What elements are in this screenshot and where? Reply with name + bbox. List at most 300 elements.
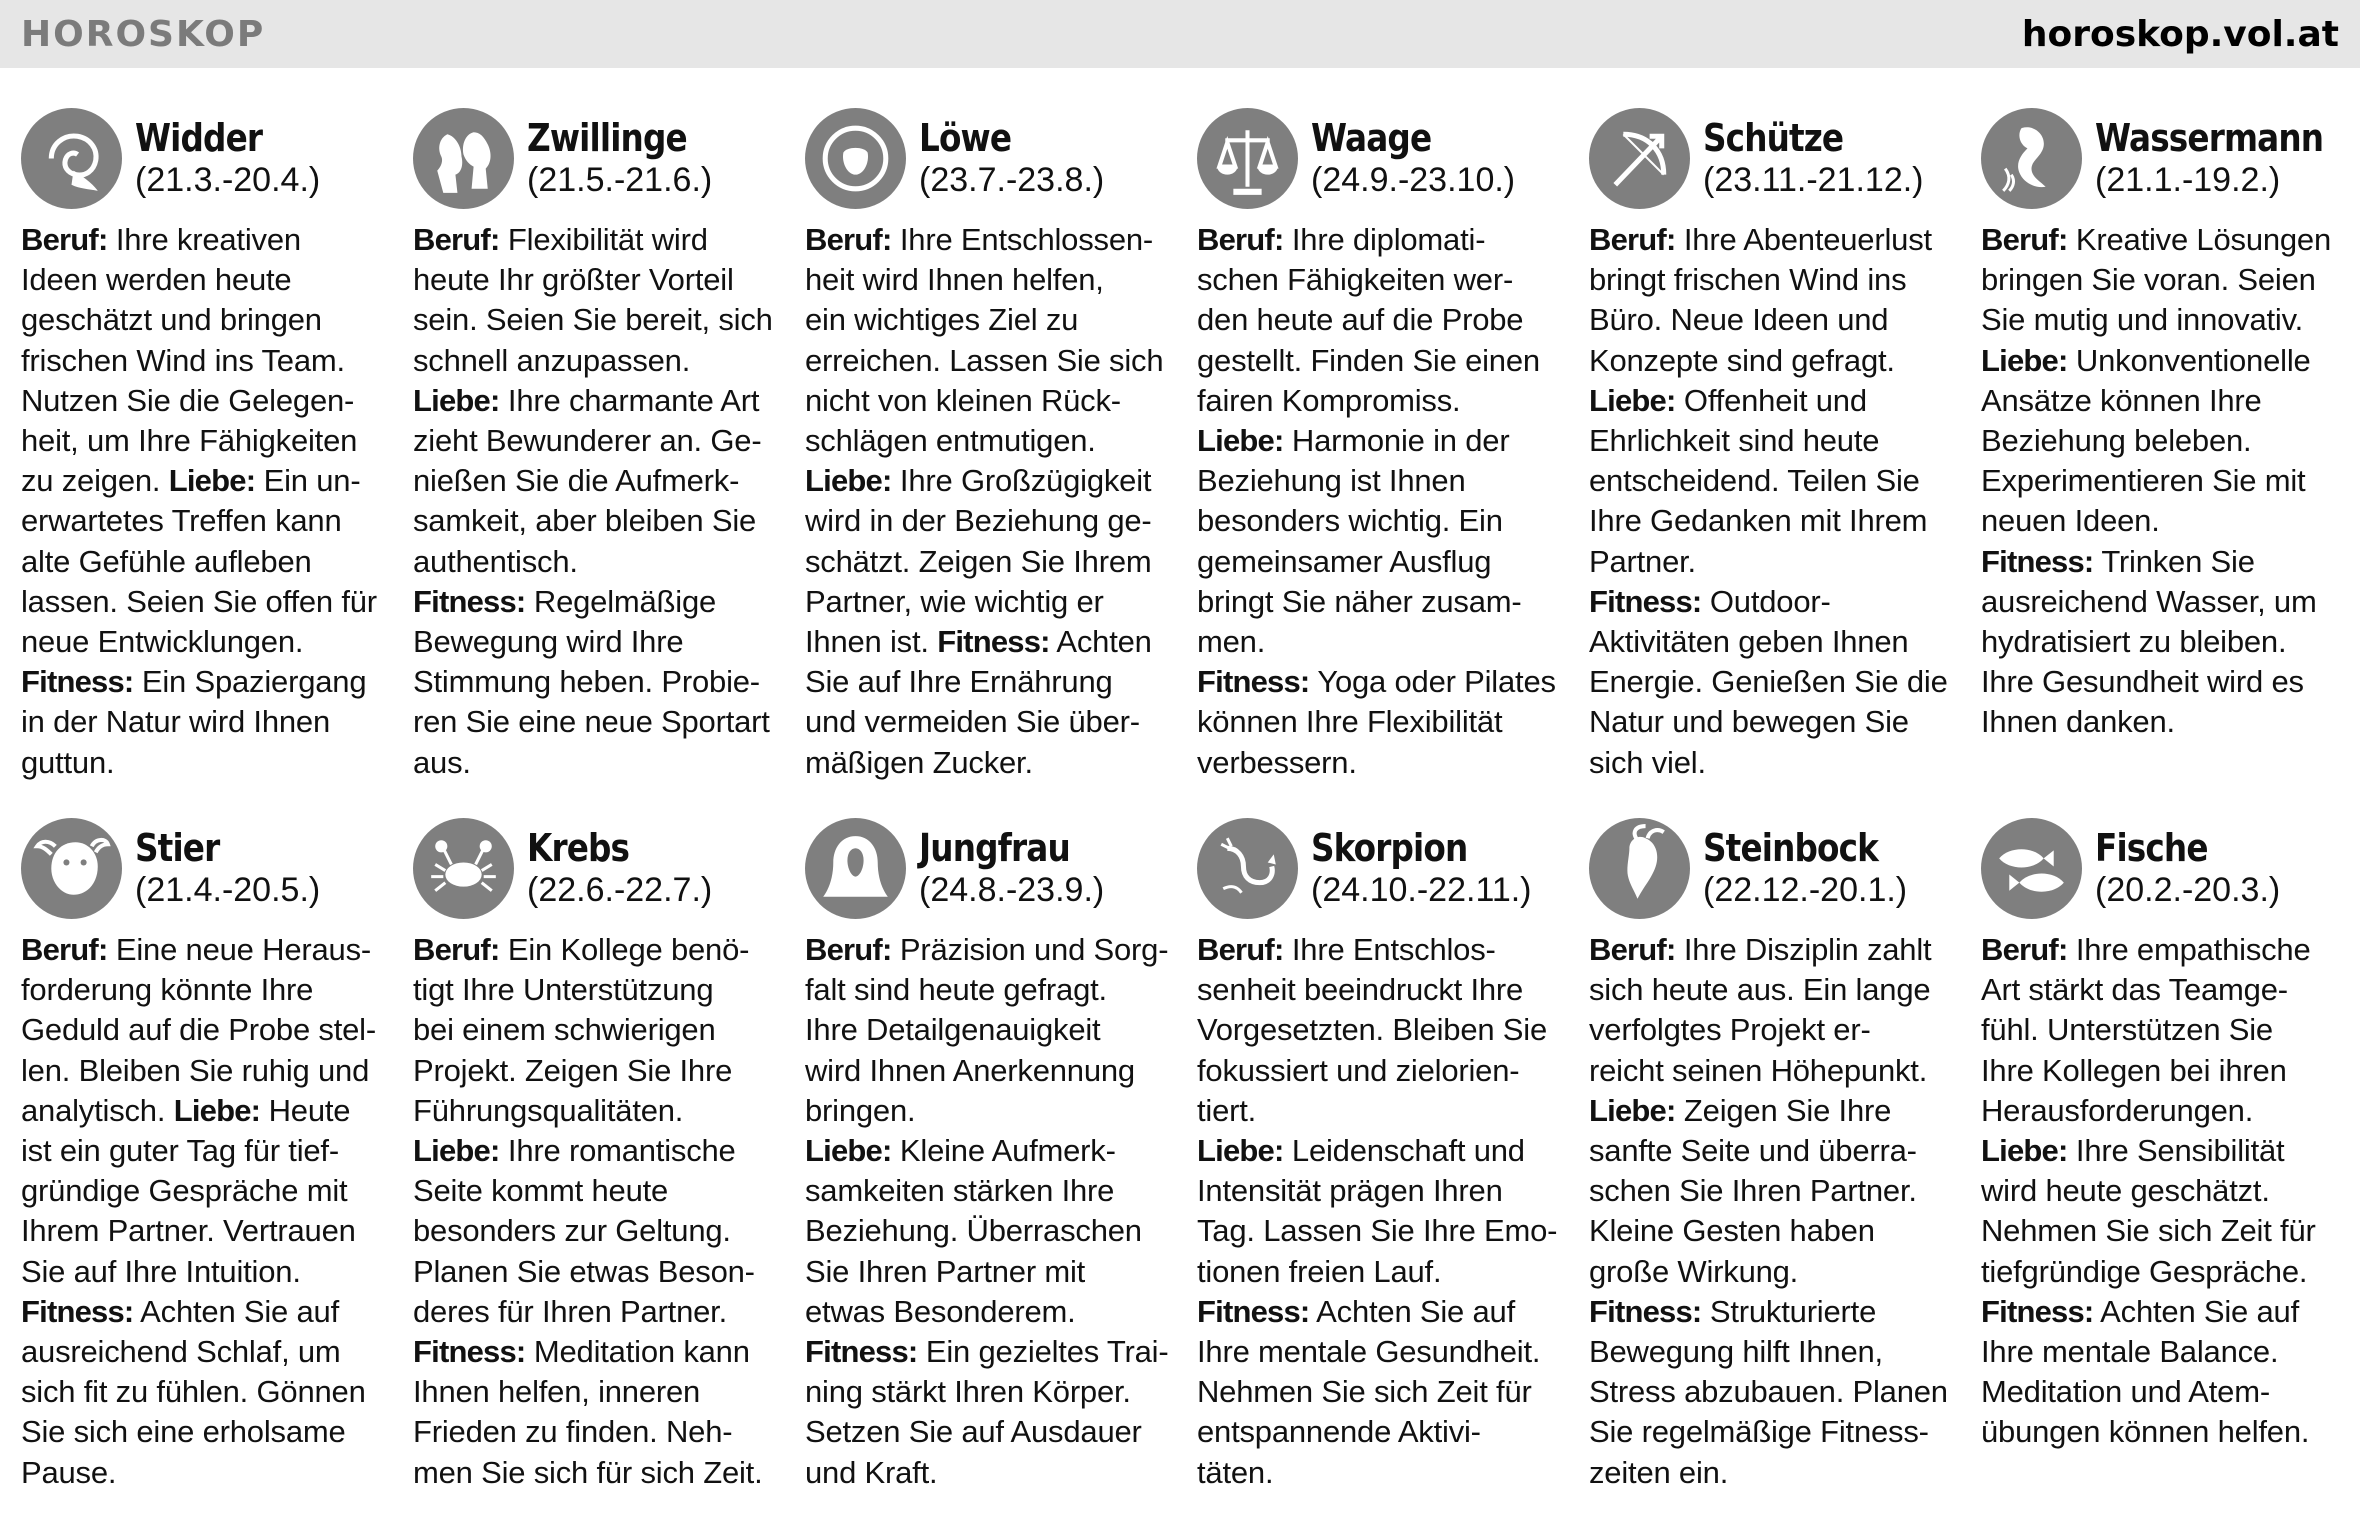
text-segment: falt sind heute gefragt. (805, 972, 1107, 1008)
sign-text (1589, 220, 1953, 783)
sign-zwillinge (413, 108, 805, 818)
text-segment: Achten Sie auf (2093, 1293, 2300, 1329)
text-line (1589, 1010, 1953, 1050)
text-line (413, 501, 777, 541)
text-line (21, 220, 385, 260)
text-line (413, 542, 777, 582)
text-segment: Meditation und Atem- (1981, 1374, 2270, 1410)
text-segment: fairen Kompromiss. (1197, 382, 1461, 418)
text-line (1197, 1131, 1561, 1171)
sign-titles (919, 826, 1104, 910)
text-segment: Ihre Abenteuerlust (1675, 222, 1932, 257)
sign-name: Widder (135, 116, 263, 160)
text-segment: Ihre Entschlos- (1283, 932, 1496, 967)
sign-text (413, 930, 777, 1493)
text-segment: Ihre Gesundheit wird es (1981, 664, 2304, 700)
text-line (21, 930, 385, 970)
sign-text (21, 220, 385, 783)
text-line (1589, 1372, 1953, 1412)
text-line (1981, 1292, 2345, 1332)
text-segment: tiert. (1197, 1092, 1257, 1128)
text-line (1197, 341, 1561, 381)
text-segment: nicht von kleinen Rück- (805, 382, 1121, 418)
text-segment: sanfte Seite und überra- (1589, 1133, 1917, 1169)
text-segment: übungen können helfen. (1981, 1414, 2310, 1450)
sign-titles (135, 116, 320, 200)
text-segment: ning stärkt Ihren Körper. (805, 1374, 1131, 1410)
category-label: Beruf: (1197, 222, 1284, 257)
text-segment: mäßigen Zucker. (805, 744, 1033, 780)
category-label: Fitness: (413, 1334, 526, 1370)
text-segment: bringt frischen Wind ins (1589, 262, 1907, 298)
text-line (413, 622, 777, 662)
text-segment: Ansätze können Ihre (1981, 382, 2262, 418)
text-segment: Ihrem Partner. Vertrauen (21, 1213, 356, 1249)
text-segment: Sie Ihren Partner mit (805, 1253, 1086, 1289)
text-line (413, 1171, 777, 1211)
sign-dates: (23.7.-23.8.) (919, 161, 1105, 199)
text-line (805, 970, 1169, 1010)
text-line (1589, 662, 1953, 702)
text-line (1981, 930, 2345, 970)
text-segment: guttun. (21, 744, 115, 780)
text-segment: sich viel. (1589, 744, 1706, 780)
category-label: Beruf: (21, 222, 108, 257)
text-segment: Sie auf Ihre Ernährung (805, 664, 1113, 700)
category-label: Fitness: (1981, 543, 2094, 579)
sign-titles (1311, 116, 1515, 200)
text-segment: sich fit zu fühlen. Gönnen (21, 1374, 366, 1410)
text-segment: Art stärkt das Teamge- (1981, 972, 2288, 1008)
text-segment: Ideen werden heute (21, 262, 292, 298)
text-segment: neue Entwicklungen. (21, 624, 304, 660)
text-segment: gestellt. Finden Sie einen (1197, 342, 1540, 378)
text-line (21, 461, 385, 501)
text-line (805, 300, 1169, 340)
sign-name: Waage (1311, 116, 1432, 160)
text-segment: Achten Sie auf (1309, 1293, 1516, 1329)
text-line (1197, 743, 1561, 783)
text-line (1981, 260, 2345, 300)
text-line (1981, 1372, 2345, 1412)
category-label: Beruf: (805, 932, 892, 967)
text-segment: alte Gefühle aufleben (21, 543, 312, 579)
text-line (1589, 1091, 1953, 1131)
sign-l-we (805, 108, 1197, 818)
text-segment: zu zeigen. (21, 463, 169, 499)
text-line (805, 1412, 1169, 1452)
text-segment: Leidenschaft und (1283, 1133, 1525, 1169)
text-line (1981, 1051, 2345, 1091)
text-line (1981, 1332, 2345, 1372)
text-line (21, 1131, 385, 1171)
text-segment: schen Sie Ihren Partner. (1589, 1173, 1917, 1209)
text-line (805, 1332, 1169, 1372)
sign-header (1589, 108, 1953, 220)
text-segment: Meditation kann (525, 1334, 750, 1370)
category-label: Liebe: (805, 463, 892, 499)
ram-icon (21, 108, 122, 209)
text-line (413, 1211, 777, 1251)
text-line (1197, 1010, 1561, 1050)
text-line (21, 1051, 385, 1091)
text-line (1981, 1252, 2345, 1292)
text-line (1197, 461, 1561, 501)
sign-text (1197, 930, 1561, 1493)
text-line (1197, 970, 1561, 1010)
text-segment: Ihre Detailgenauigkeit (805, 1012, 1101, 1048)
text-segment: bringen Sie voran. Seien (1981, 262, 2316, 298)
text-segment: Sie sich eine erholsame (21, 1414, 346, 1450)
text-line (413, 260, 777, 300)
text-line (413, 1010, 777, 1050)
text-segment: heute Ihr größter Vorteil (413, 262, 734, 298)
sign-dates: (22.6.-22.7.) (527, 871, 713, 909)
text-segment: Heute (260, 1092, 351, 1128)
text-segment: Ein gezieltes Trai- (917, 1334, 1169, 1370)
text-segment: zieht Bewunderer an. Ge- (413, 423, 762, 459)
sign-widder (21, 108, 413, 818)
scales-icon (1197, 108, 1298, 209)
text-segment: Bewegung wird Ihre (413, 624, 684, 660)
text-segment: ein wichtiges Ziel zu (805, 302, 1079, 338)
text-segment: neuen Ideen. (1981, 503, 2160, 539)
text-segment: Yoga oder Pilates (1309, 664, 1556, 700)
text-segment: schlägen entmutigen. (805, 423, 1096, 459)
sign-name: Steinbock (1703, 826, 1879, 870)
text-line (21, 970, 385, 1010)
text-segment: Ihnen helfen, inneren (413, 1374, 701, 1410)
text-line (805, 341, 1169, 381)
text-segment: Sie mutig und innovativ. (1981, 302, 2304, 338)
text-line (805, 542, 1169, 582)
text-line (413, 461, 777, 501)
text-segment: Setzen Sie auf Ausdauer (805, 1414, 1142, 1450)
text-line (1981, 970, 2345, 1010)
text-segment: Aktivitäten geben Ihnen (1589, 624, 1909, 660)
text-segment: Ihre empathische (2067, 932, 2311, 967)
text-line (413, 300, 777, 340)
text-line (805, 743, 1169, 783)
sign-text (413, 220, 777, 783)
text-segment: Führungsqualitäten. (413, 1092, 684, 1128)
text-line (805, 381, 1169, 421)
sign-jungfrau (805, 818, 1197, 1533)
text-line (1197, 1332, 1561, 1372)
sign-text (805, 220, 1169, 783)
text-segment: Ihre romantische (499, 1133, 736, 1169)
text-segment: und Kraft. (805, 1454, 938, 1490)
text-line (1589, 930, 1953, 970)
sign-dates: (20.2.-20.3.) (2095, 871, 2281, 909)
text-segment: Sie auf Ihre Intuition. (21, 1253, 301, 1289)
text-line (1589, 260, 1953, 300)
text-line (805, 702, 1169, 742)
text-segment: Ihre Kollegen bei ihren (1981, 1052, 2287, 1088)
text-line (805, 662, 1169, 702)
text-segment: Ein Spaziergang (133, 664, 367, 700)
sign-name: Zwillinge (527, 116, 687, 160)
text-line (805, 1171, 1169, 1211)
text-segment: heit, um Ihre Fähigkeiten (21, 423, 358, 459)
text-segment: sich heute aus. Ein lange (1589, 972, 1931, 1008)
text-line (21, 1252, 385, 1292)
text-line (1981, 1211, 2345, 1251)
text-line (413, 1292, 777, 1332)
sign-titles (919, 116, 1104, 200)
text-segment: Eine neue Heraus- (107, 932, 371, 967)
text-segment: Strukturierte (1701, 1293, 1877, 1329)
text-line (805, 220, 1169, 260)
text-line (1589, 1292, 1953, 1332)
text-segment: Zeigen Sie Ihre (1675, 1092, 1892, 1128)
sign-header (805, 818, 1169, 930)
text-line (1589, 1131, 1953, 1171)
category-label: Liebe: (1981, 342, 2068, 378)
text-line (1589, 702, 1953, 742)
text-segment: Herausforderungen. (1981, 1092, 2254, 1128)
text-line (1589, 1211, 1953, 1251)
text-segment: Nehmen Sie sich Zeit für (1197, 1374, 1532, 1410)
sign-text (1981, 930, 2345, 1453)
text-segment: Ihre mentale Gesundheit. (1197, 1334, 1541, 1370)
category-label: Beruf: (1981, 932, 2068, 967)
text-line (21, 300, 385, 340)
text-segment: Beziehung. Überraschen (805, 1213, 1142, 1249)
sign-krebs (413, 818, 805, 1533)
text-line (805, 461, 1169, 501)
text-line (1981, 1091, 2345, 1131)
text-segment: Ihre diplomati- (1283, 222, 1486, 257)
text-line (1197, 1171, 1561, 1211)
text-segment: den heute auf die Probe (1197, 302, 1524, 338)
text-segment: zeiten ein. (1589, 1454, 1729, 1490)
text-segment: geschätzt und bringen (21, 302, 322, 338)
text-line (1197, 1412, 1561, 1452)
category-label: Fitness: (805, 1334, 918, 1370)
text-segment: deres für Ihren Partner. (413, 1293, 727, 1329)
text-line (805, 421, 1169, 461)
text-segment: hydratisiert zu bleiben. (1981, 624, 2287, 660)
text-segment: Kreative Lösungen (2067, 222, 2332, 257)
text-line (1589, 622, 1953, 662)
text-segment: authentisch. (413, 543, 578, 579)
text-segment: Ihnen ist. (805, 624, 938, 660)
text-line (1197, 1372, 1561, 1412)
sign-titles (527, 826, 712, 910)
text-line (805, 260, 1169, 300)
text-line (1589, 582, 1953, 622)
text-line (21, 582, 385, 622)
text-segment: ist ein guter Tag für tief- (21, 1133, 339, 1169)
sign-header (1981, 818, 2345, 930)
text-segment: tigt Ihre Unterstützung (413, 972, 714, 1008)
category-label: Liebe: (1589, 1092, 1676, 1128)
text-line (413, 1252, 777, 1292)
text-line (1589, 300, 1953, 340)
text-line (805, 501, 1169, 541)
text-segment: Tag. Lassen Sie Ihre Emo- (1197, 1213, 1558, 1249)
text-segment: Ihre charmante Art (499, 382, 760, 418)
text-line (1589, 1332, 1953, 1372)
text-segment: gründige Gespräche mit (21, 1173, 348, 1209)
text-line (1589, 743, 1953, 783)
text-line (1981, 662, 2345, 702)
text-segment: Partner. (1589, 543, 1696, 579)
text-segment: Ihre Sensibilität (2067, 1133, 2285, 1169)
sign-dates: (21.1.-19.2.) (2095, 161, 2281, 199)
text-segment: Achten Sie auf (133, 1293, 340, 1329)
text-line (1197, 1292, 1561, 1332)
text-line (1981, 1131, 2345, 1171)
sign-name: Stier (135, 826, 220, 870)
text-line (1197, 1051, 1561, 1091)
text-line (1981, 542, 2345, 582)
sign-sch-tze (1589, 108, 1981, 818)
text-line (21, 1372, 385, 1412)
category-label: Fitness: (1197, 1293, 1310, 1329)
text-line (413, 1372, 777, 1412)
category-label: Beruf: (1589, 932, 1676, 967)
text-line (1197, 260, 1561, 300)
text-line (1981, 341, 2345, 381)
text-segment: in der Natur wird Ihnen (21, 704, 331, 740)
text-segment: täten. (1197, 1454, 1274, 1490)
text-line (1981, 622, 2345, 662)
website-link[interactable]: horoskop.vol.at (2021, 13, 2339, 55)
category-label: Fitness: (1589, 583, 1702, 619)
text-segment: Offenheit und (1675, 382, 1867, 418)
text-segment: entspannende Aktivi- (1197, 1414, 1481, 1450)
text-segment: bringen. (805, 1092, 916, 1128)
category-label: Fitness: (413, 583, 526, 619)
sign-titles (135, 826, 320, 910)
archer-icon (1589, 108, 1690, 209)
twins-icon (413, 108, 514, 209)
lion-icon (805, 108, 906, 209)
sign-dates: (24.9.-23.10.) (1311, 161, 1516, 199)
text-line (805, 930, 1169, 970)
sign-dates: (21.5.-21.6.) (527, 161, 713, 199)
sign-dates: (23.11.-21.12.) (1703, 161, 1924, 199)
text-line (1589, 542, 1953, 582)
text-segment: entscheidend. Teilen Sie (1589, 463, 1920, 499)
text-line (1981, 220, 2345, 260)
text-line (21, 1453, 385, 1493)
text-line (413, 1051, 777, 1091)
text-segment: samkeit, aber bleiben Sie (413, 503, 757, 539)
text-segment: besonders zur Geltung. (413, 1213, 731, 1249)
sign-header (413, 108, 777, 220)
text-segment: wird Ihnen Anerkennung (805, 1052, 1135, 1088)
text-line (413, 930, 777, 970)
text-line (413, 341, 777, 381)
text-segment: fokussiert und zielorien- (1197, 1052, 1520, 1088)
text-segment: Trinken Sie (2093, 543, 2255, 579)
text-segment: Kleine Aufmerk- (891, 1133, 1116, 1169)
category-label: Liebe: (1981, 1133, 2068, 1169)
text-line (1981, 1010, 2345, 1050)
text-segment: erreichen. Lassen Sie sich (805, 342, 1164, 378)
sign-name: Skorpion (1311, 826, 1468, 870)
text-segment: Achten (1049, 624, 1152, 660)
text-segment: sein. Seien Sie bereit, sich (413, 302, 773, 338)
sign-text (1197, 220, 1561, 783)
text-segment: Bewegung hilft Ihnen, (1589, 1334, 1883, 1370)
sign-header (21, 108, 385, 220)
text-line (413, 1131, 777, 1171)
sign-text (21, 930, 385, 1493)
text-line (21, 1292, 385, 1332)
scorpion-icon (1197, 818, 1298, 919)
text-line (805, 1453, 1169, 1493)
text-segment: lassen. Seien Sie offen für (21, 583, 377, 619)
category-label: Fitness: (21, 1293, 134, 1329)
text-segment: Natur und bewegen Sie (1589, 704, 1909, 740)
category-label: Beruf: (1589, 222, 1676, 257)
text-segment: Energie. Genießen Sie die (1589, 664, 1948, 700)
text-segment: Ehrlichkeit sind heute (1589, 423, 1880, 459)
text-line (1197, 582, 1561, 622)
text-line (1197, 220, 1561, 260)
text-segment: Geduld auf die Probe stel- (21, 1012, 376, 1048)
text-segment: fühl. Unterstützen Sie (1981, 1012, 2273, 1048)
sign-waage (1197, 108, 1589, 818)
text-line (1589, 501, 1953, 541)
category-label: Liebe: (413, 1133, 500, 1169)
text-segment: Ihre Entschlossen- (891, 222, 1154, 257)
text-line (1589, 381, 1953, 421)
sign-header (1197, 108, 1561, 220)
text-line (1589, 220, 1953, 260)
text-segment: Ihre Großzügigkeit (891, 463, 1152, 499)
text-line (413, 381, 777, 421)
text-segment: schen Fähigkeiten wer- (1197, 262, 1514, 298)
text-line (1197, 1252, 1561, 1292)
text-line (21, 743, 385, 783)
text-line (1981, 300, 2345, 340)
text-segment: nießen Sie die Aufmerk- (413, 463, 740, 499)
text-segment: aus. (413, 744, 471, 780)
text-segment: men. (1197, 624, 1266, 660)
text-line (805, 582, 1169, 622)
text-segment: Seite kommt heute (413, 1173, 669, 1209)
text-segment: Experimentieren Sie mit (1981, 463, 2306, 499)
text-segment: gemeinsamer Ausflug (1197, 543, 1492, 579)
text-segment: Regelmäßige (525, 583, 717, 619)
text-line (413, 582, 777, 622)
sign-name: Löwe (919, 116, 1012, 160)
text-segment: und vermeiden Sie über- (805, 704, 1140, 740)
category-label: Beruf: (1197, 932, 1284, 967)
text-line (21, 1332, 385, 1372)
section-title: HOROSKOP (21, 13, 266, 55)
text-line (1197, 1211, 1561, 1251)
text-line (413, 1332, 777, 1372)
text-line (805, 1292, 1169, 1332)
text-line (805, 1131, 1169, 1171)
sign-wassermann (1981, 108, 2360, 818)
text-line (21, 1010, 385, 1050)
text-line (1589, 461, 1953, 501)
text-segment: Planen Sie etwas Beson- (413, 1253, 755, 1289)
text-segment: Partner, wie wichtig er (805, 583, 1104, 619)
category-label: Liebe: (1197, 1133, 1284, 1169)
text-segment: schätzt. Zeigen Sie Ihrem (805, 543, 1152, 579)
text-segment: Präzision und Sorg- (891, 932, 1169, 967)
text-segment: Beziehung ist Ihnen (1197, 463, 1466, 499)
text-segment: tiefgründige Gespräche. (1981, 1253, 2308, 1289)
